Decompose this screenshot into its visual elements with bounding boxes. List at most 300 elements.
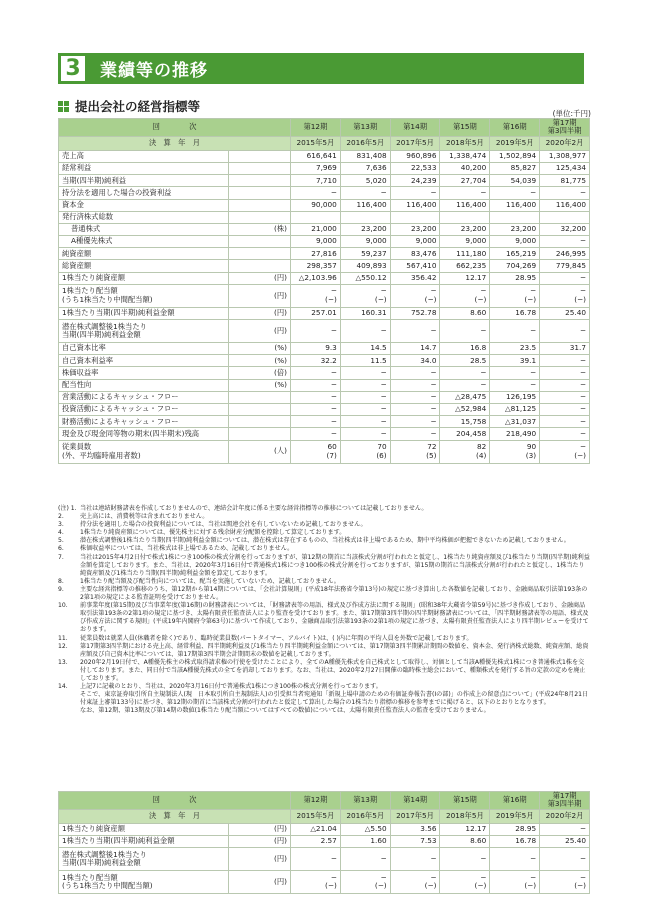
value-line2: (−) — [574, 450, 586, 460]
cell-value: 39.1 — [490, 355, 540, 367]
cell-value — [440, 871, 490, 894]
cell-value: 81,775 — [540, 175, 590, 187]
cell-value: 8.60 — [440, 307, 490, 319]
cell-value: 409,893 — [340, 260, 390, 272]
cell-value: 831,408 — [340, 150, 390, 162]
value-line1: − — [579, 442, 586, 452]
cell-value: − — [340, 416, 390, 428]
table-row — [59, 428, 590, 440]
cell-value: 22,533 — [390, 162, 440, 174]
row-unit: (円) — [229, 871, 291, 894]
row-label-line1: 潜在株式調整後1株当たり — [62, 321, 147, 331]
value-line2: (6) — [376, 450, 387, 460]
cell-value — [291, 440, 341, 463]
cell-value: − — [540, 416, 590, 428]
header-row-dates — [59, 809, 590, 823]
cell-value: 23,200 — [490, 223, 540, 235]
cell-value: − — [291, 848, 341, 871]
row-label: 株価収益率 — [59, 367, 229, 379]
period-header: 第15期 — [440, 792, 490, 810]
cell-value: − — [440, 848, 490, 871]
note-key: 12. — [58, 642, 68, 650]
date-header: 2020年2月 — [540, 136, 590, 150]
cell-value: △2,103.96 — [291, 272, 341, 284]
cell-value: − — [540, 236, 590, 248]
period-header: 第13期 — [340, 119, 390, 137]
cell-value: − — [440, 320, 490, 343]
section-title: 業績等の推移 — [100, 61, 208, 81]
cell-value: − — [540, 355, 590, 367]
row-label-line2: 当期(四半期)純利益金額 — [62, 330, 141, 340]
date-header: 2017年5月 — [390, 809, 440, 823]
note-text: 当社は連結財務諸表を作成しておりませんので、連結会計年度に係る主要な経営指標等の推移については記載しておりません。 — [80, 505, 428, 512]
value-line2: (5) — [426, 450, 437, 460]
value-line2: (−) — [374, 881, 387, 891]
cell-value: 116,400 — [440, 199, 490, 211]
cell-value: 31.7 — [540, 343, 590, 355]
cell-value: − — [540, 187, 590, 199]
date-label: 決 算 年 月 — [59, 809, 291, 823]
cell-value: 40,200 — [440, 162, 490, 174]
cell-value: 356.42 — [390, 272, 440, 284]
cell-value: 21,000 — [291, 223, 341, 235]
cell-value: − — [340, 187, 390, 199]
row-label — [59, 320, 229, 343]
cell-value — [440, 440, 490, 463]
period-header: 第17期 第3四半期 — [540, 792, 590, 810]
table-row — [59, 272, 590, 284]
note-item — [58, 602, 590, 634]
row-label: 普通株式 — [59, 223, 229, 235]
row-unit — [229, 391, 291, 403]
cell-value — [490, 440, 540, 463]
cell-value: 116,400 — [390, 199, 440, 211]
cell-value: 9,000 — [440, 236, 490, 248]
row-unit: (%) — [229, 343, 291, 355]
cell-value: 23,200 — [440, 223, 490, 235]
note-key: 14. — [58, 683, 68, 691]
row-label: 現金及び現金同等物の期末(四半期末)残高 — [59, 428, 229, 440]
cell-value: 16.8 — [440, 343, 490, 355]
cell-value: − — [390, 416, 440, 428]
date-header: 2019年5月 — [490, 136, 540, 150]
cell-value: − — [390, 187, 440, 199]
table-row — [59, 823, 590, 835]
value-line1: − — [480, 872, 487, 882]
value-line1: − — [330, 286, 337, 296]
row-unit — [229, 175, 291, 187]
cell-value: − — [540, 320, 590, 343]
cell-value: − — [390, 403, 440, 415]
cell-value: − — [490, 367, 540, 379]
cell-value: 85,827 — [490, 162, 540, 174]
note-text: 持分法を適用した場合の投資利益については、当社は関連会社を有していないため記載しておりません。 — [80, 521, 367, 529]
cell-value — [291, 871, 341, 894]
row-unit: (円) — [229, 848, 291, 871]
row-label-line1: 従業員数 — [62, 442, 92, 452]
cell-value: 23.5 — [490, 343, 540, 355]
cell-value: − — [540, 391, 590, 403]
cell-value: − — [440, 367, 490, 379]
note-key — [58, 691, 80, 707]
note-key: 4. — [58, 529, 64, 537]
cell-value: − — [291, 320, 341, 343]
cell-value: − — [340, 379, 390, 391]
row-label-line2: 当期(四半期)純利益金額 — [62, 858, 141, 868]
value-line2: (−) — [424, 881, 437, 891]
value-line1: − — [480, 286, 487, 296]
row-label: 1株当たり当期(四半期)純利益金額 — [59, 835, 229, 847]
row-label: 発行済株式総数 — [59, 211, 229, 223]
row-unit — [229, 199, 291, 211]
cell-value: − — [340, 848, 390, 871]
cell-value: − — [340, 367, 390, 379]
note-key: (注) 1. — [58, 505, 77, 512]
cell-value: 779,845 — [540, 260, 590, 272]
cell-value: 752.78 — [390, 307, 440, 319]
row-label-line2: (外、平均臨時雇用者数) — [62, 450, 141, 460]
row-label: 1株当たり純資産額 — [59, 272, 229, 284]
row-label: 資本金 — [59, 199, 229, 211]
note-key: 7. — [58, 553, 64, 561]
cell-value: 11.5 — [340, 355, 390, 367]
section-banner — [58, 53, 584, 84]
date-header: 2015年5月 — [291, 136, 341, 150]
row-unit: (%) — [229, 355, 291, 367]
cell-value: 246,995 — [540, 248, 590, 260]
note-item — [58, 635, 590, 643]
cell-value: − — [291, 428, 341, 440]
cell-value: − — [340, 391, 390, 403]
row-unit: (倍) — [229, 367, 291, 379]
table-row — [59, 248, 590, 260]
period-header: 第12期 — [291, 119, 341, 137]
cell-value: 24,239 — [390, 175, 440, 187]
row-unit: (人) — [229, 440, 291, 463]
cell-value — [340, 284, 390, 307]
cell-value: 15,758 — [440, 416, 490, 428]
row-unit — [229, 248, 291, 260]
cell-value: 54,039 — [490, 175, 540, 187]
cell-value: 3.56 — [390, 823, 440, 835]
note-item — [58, 513, 590, 521]
cell-value: 567,410 — [390, 260, 440, 272]
cell-value: − — [291, 367, 341, 379]
note-key: 10. — [58, 602, 68, 610]
row-label: 1株当たり純資産額 — [59, 823, 229, 835]
row-unit — [229, 187, 291, 199]
cell-value: 34.0 — [390, 355, 440, 367]
date-header: 2018年5月 — [440, 809, 490, 823]
value-line1: 82 — [477, 442, 487, 452]
period-header: 第15期 — [440, 119, 490, 137]
cell-value: 25.40 — [540, 835, 590, 847]
row-label-line2: (うち1株当たり中間配当額) — [62, 881, 153, 891]
note-item — [58, 505, 590, 513]
note-text: そこで、東京証券取引所自主規制法人(現 日本取引所自主規制法人)の引受担当者宛通知「新規上場申請のための有価証券報告書(Ⅰの部)」の作成上の留意点について」(平成24年8月21日付東証上審第133号)に基づき、第12期の期首に当該株式分割が行われたと仮定して算出した場合の1株当たり指標の推移を参考までに掲げると、以下のとおりとなります。 — [80, 691, 589, 707]
value-line1: − — [530, 872, 537, 882]
note-item — [58, 554, 590, 578]
reference-indicators-table — [58, 791, 590, 894]
row-label: 営業活動によるキャッシュ・フロー — [59, 391, 229, 403]
row-label-line1: 1株当たり配当額 — [62, 286, 118, 296]
cell-value: − — [291, 187, 341, 199]
cell-value: − — [390, 428, 440, 440]
cell-value: 204,458 — [440, 428, 490, 440]
note-text: 潜在株式調整後1株当たり当期(四半期)純利益金額については、潜在株式は存在するものの、当社株式は非上場であるため、期中平均株価が把握できないため記載しておりません。 — [80, 537, 570, 545]
value-line2: (−) — [325, 881, 337, 891]
cell-value: − — [490, 187, 540, 199]
cell-value — [390, 440, 440, 463]
row-unit — [229, 416, 291, 428]
cell-value: 16.78 — [490, 835, 540, 847]
date-label: 決 算 年 月 — [59, 136, 291, 150]
cell-value: − — [540, 823, 590, 835]
note-key: 8. — [58, 577, 64, 585]
note-key: 3. — [58, 521, 64, 529]
value-line2: (−) — [524, 294, 537, 304]
cell-value: − — [490, 320, 540, 343]
cell-value: 1,308,977 — [540, 150, 590, 162]
note-key: 11. — [58, 634, 68, 642]
table-row — [59, 175, 590, 187]
row-label-line2: (うち1株当たり中間配当額) — [62, 294, 153, 304]
cell-value: 160.31 — [340, 307, 390, 319]
row-label — [59, 871, 229, 894]
cell-value: 2.57 — [291, 835, 341, 847]
note-key: 9. — [58, 585, 64, 593]
subsection-heading — [58, 97, 200, 115]
cell-value: − — [490, 379, 540, 391]
cell-value: 116,400 — [540, 199, 590, 211]
table-row — [59, 355, 590, 367]
cell-value: 23,200 — [390, 223, 440, 235]
note-item — [58, 545, 590, 553]
cell-value — [540, 871, 590, 894]
col-label: 回 次 — [59, 792, 291, 810]
cell-value: 616,641 — [291, 150, 341, 162]
cell-value: 28.5 — [440, 355, 490, 367]
cell-value: 1,338,474 — [440, 150, 490, 162]
subsection-title: 提出会社の経営指標等 — [75, 99, 201, 114]
row-unit — [229, 162, 291, 174]
cell-value: △21.04 — [291, 823, 341, 835]
row-unit — [229, 403, 291, 415]
header-row-periods — [59, 792, 590, 810]
value-line2: (7) — [326, 450, 337, 460]
cell-value: 257.01 — [291, 307, 341, 319]
date-header: 2020年2月 — [540, 809, 590, 823]
cell-value: 9,000 — [390, 236, 440, 248]
cell-value: △52,984 — [440, 403, 490, 415]
cell-value: 32.2 — [291, 355, 341, 367]
row-unit: (円) — [229, 307, 291, 319]
note-text: 1株当たり純資産額については、優先株主に対する残余財産分配額を控除して算定しております。 — [80, 529, 346, 537]
date-header: 2019年5月 — [490, 809, 540, 823]
cell-value — [340, 871, 390, 894]
table-row — [59, 440, 590, 463]
cell-value: 111,180 — [440, 248, 490, 260]
cell-value: − — [390, 379, 440, 391]
cell-value — [540, 284, 590, 307]
cell-value — [440, 284, 490, 307]
cell-value — [440, 211, 490, 223]
cell-value: 7,636 — [340, 162, 390, 174]
cell-value: △31,037 — [490, 416, 540, 428]
value-line1: − — [579, 286, 586, 296]
value-line2: (−) — [474, 881, 487, 891]
note-text: 主要な経営指標等の推移のうち、第12期から第14期については、「会社計算規則」(平成18年法務省令第13号)の規定に基づき算出した各数値を記載しており、金融商品取引法第193条の2第1項の規定による監査証明を受けておりません。 — [80, 585, 588, 602]
cell-value — [340, 211, 390, 223]
table-row — [59, 236, 590, 248]
period-header: 第12期 — [291, 792, 341, 810]
note-text: 上記7に記載のとおり、当社は、2020年3月16日付で普通株式1株につき100株の株式分割を行っております。 — [80, 683, 382, 691]
row-label: 自己資本利益率 — [59, 355, 229, 367]
cell-value: 83,476 — [390, 248, 440, 260]
table-row — [59, 162, 590, 174]
cell-value: 23,200 — [340, 223, 390, 235]
cell-value: 25.40 — [540, 307, 590, 319]
cell-value: △28,475 — [440, 391, 490, 403]
table-row — [59, 416, 590, 428]
row-unit: (円) — [229, 272, 291, 284]
cell-value: 7,710 — [291, 175, 341, 187]
table-row — [59, 835, 590, 847]
cell-value: 16.78 — [490, 307, 540, 319]
table-row — [59, 187, 590, 199]
value-line2: (−) — [524, 881, 537, 891]
cell-value: − — [340, 428, 390, 440]
row-unit — [229, 211, 291, 223]
row-label: 持分法を適用した場合の投資利益 — [59, 187, 229, 199]
value-line2: (−) — [325, 294, 337, 304]
cell-value: 704,269 — [490, 260, 540, 272]
value-line1: − — [579, 872, 586, 882]
cell-value: 116,400 — [490, 199, 540, 211]
note-text: 従業員数は就業人員(休職者を除く)であり、臨時従業員数(パートタイマー、アルバイト)は、( )内に年間の平均人員を外数で記載しております。 — [80, 634, 473, 642]
row-label — [59, 284, 229, 307]
value-line1: − — [380, 872, 387, 882]
cell-value: − — [540, 428, 590, 440]
cell-value: 27,704 — [440, 175, 490, 187]
cell-value: − — [390, 848, 440, 871]
cell-value: − — [540, 272, 590, 284]
table-row — [59, 871, 590, 894]
note-key: 13. — [58, 658, 68, 666]
cell-value: △550.12 — [340, 272, 390, 284]
cell-value: − — [490, 848, 540, 871]
period-header: 第16期 — [490, 119, 540, 137]
cell-value: 9,000 — [490, 236, 540, 248]
cell-value: 126,195 — [490, 391, 540, 403]
table-row — [59, 199, 590, 211]
value-line1: 60 — [327, 442, 337, 452]
row-label-line1: 1株当たり配当額 — [62, 872, 118, 882]
note-item — [58, 707, 590, 715]
note-text: 売上高には、消費税等は含まれておりません。 — [80, 513, 209, 521]
value-line1: 72 — [427, 442, 437, 452]
row-unit: (円) — [229, 835, 291, 847]
cell-value: 9,000 — [291, 236, 341, 248]
row-label: 純資産額 — [59, 248, 229, 260]
table-row — [59, 223, 590, 235]
value-line2: (−) — [374, 294, 387, 304]
cell-value: 9,000 — [340, 236, 390, 248]
table-row — [59, 403, 590, 415]
cell-value: − — [540, 379, 590, 391]
cell-value: − — [390, 367, 440, 379]
cell-value: − — [540, 848, 590, 871]
cell-value — [490, 284, 540, 307]
row-unit: (円) — [229, 320, 291, 343]
period-header: 第14期 — [390, 119, 440, 137]
value-line2: (3) — [525, 450, 537, 460]
cell-value: − — [291, 416, 341, 428]
date-header: 2015年5月 — [291, 809, 341, 823]
date-header: 2016年5月 — [340, 136, 390, 150]
cell-value: − — [340, 403, 390, 415]
row-unit — [229, 428, 291, 440]
row-unit — [229, 260, 291, 272]
row-label — [59, 848, 229, 871]
table-row — [59, 320, 590, 343]
cell-value — [490, 211, 540, 223]
cell-value: 59,237 — [340, 248, 390, 260]
header-row-dates — [59, 136, 590, 150]
cell-value — [490, 871, 540, 894]
row-unit — [229, 236, 291, 248]
cell-value: 960,896 — [390, 150, 440, 162]
cell-value — [291, 284, 341, 307]
note-key: 6. — [58, 545, 64, 553]
row-label: 財務活動によるキャッシュ・フロー — [59, 416, 229, 428]
grid-square-icon — [58, 101, 69, 112]
cell-value: △5.50 — [340, 823, 390, 835]
note-text: なお、第12期、第13期及び第14期の数値(1株当たり配当額についてはすべての数値)については、太陽有限責任監査法人の監査を受けておりません。 — [80, 707, 490, 715]
row-label: A種優先株式 — [59, 236, 229, 248]
cell-value: 12.17 — [440, 272, 490, 284]
value-line1: − — [430, 286, 437, 296]
value-line1: 70 — [377, 442, 387, 452]
cell-value: − — [540, 403, 590, 415]
value-line2: (−) — [574, 294, 586, 304]
col-label: 回 次 — [59, 119, 291, 137]
cell-value: − — [390, 320, 440, 343]
row-unit: (株) — [229, 223, 291, 235]
period-header: 第16期 — [490, 792, 540, 810]
date-header: 2017年5月 — [390, 136, 440, 150]
cell-value: 125,434 — [540, 162, 590, 174]
cell-value: − — [291, 403, 341, 415]
cell-value: 1.60 — [340, 835, 390, 847]
table-row — [59, 391, 590, 403]
cell-value: − — [340, 320, 390, 343]
note-item — [58, 578, 590, 586]
table-row — [59, 211, 590, 223]
value-line1: − — [380, 286, 387, 296]
cell-value: 662,235 — [440, 260, 490, 272]
date-header: 2018年5月 — [440, 136, 490, 150]
table-row — [59, 848, 590, 871]
table-row — [59, 379, 590, 391]
row-label-line1: 潜在株式調整後1株当たり — [62, 849, 147, 859]
note-key: 2. — [58, 513, 64, 521]
cell-value: − — [440, 379, 490, 391]
cell-value: 1,502,894 — [490, 150, 540, 162]
cell-value: 14.5 — [340, 343, 390, 355]
note-text: 2020年2月19日付で、A種優先株主の株式取得請求権の行使を受けたことにより、全てのA種優先株式を自己株式として取得し、対価として当該A種優先株式1株につき普通株式1株を交付しております。また、同日付で当該A種優先株式の全てを消却しております。なお、当社は、2020年2月27日開催の臨時株主総会において、種類株式を発行する旨の定款の定めを廃止しております。 — [80, 658, 586, 682]
cell-value: 14.7 — [390, 343, 440, 355]
